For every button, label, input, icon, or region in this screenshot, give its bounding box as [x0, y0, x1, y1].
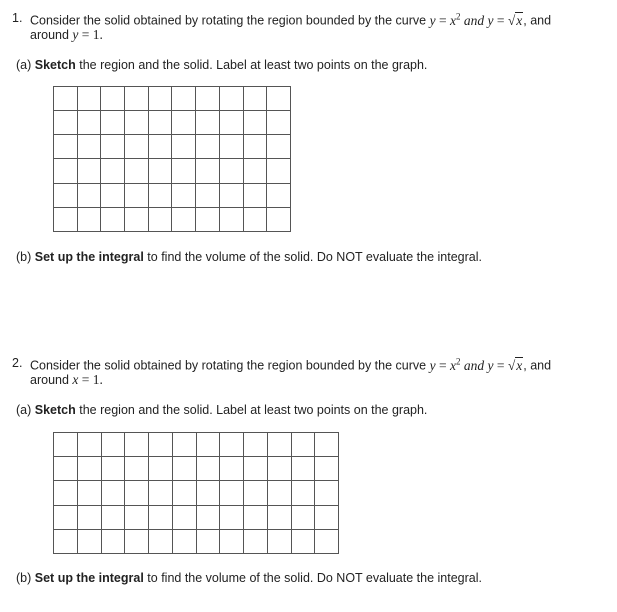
problem-1-equation: $y = x^2$ and y = √x — [429, 11, 523, 28]
grid-cell[interactable] — [149, 433, 173, 457]
grid-cell[interactable] — [148, 159, 172, 183]
problem-2-number: 2. — [12, 356, 23, 370]
grid-cell[interactable] — [291, 529, 315, 553]
grid-cell[interactable] — [244, 481, 268, 505]
grid-cell[interactable] — [196, 505, 220, 529]
grid-cell[interactable] — [101, 159, 125, 183]
grid-cell[interactable] — [219, 183, 243, 207]
grid-cell[interactable] — [267, 433, 291, 457]
grid-cell[interactable] — [149, 457, 173, 481]
problem-2-part-a: (a) Sketch the region and the solid. Label at least two points on the graph. — [16, 403, 428, 417]
grid-cell[interactable] — [315, 433, 339, 457]
grid-cell[interactable] — [125, 433, 149, 457]
problem-2-tail: , and — [523, 358, 552, 373]
grid-cell[interactable] — [219, 207, 243, 231]
grid-cell[interactable] — [196, 87, 220, 111]
grid-cell[interactable] — [54, 183, 78, 207]
grid-cell[interactable] — [315, 529, 339, 553]
grid-cell[interactable] — [267, 505, 291, 529]
grid-row — [54, 111, 291, 135]
grid-cell[interactable] — [220, 505, 244, 529]
grid-cell[interactable] — [77, 135, 101, 159]
grid-cell[interactable] — [54, 457, 78, 481]
grid-cell[interactable] — [267, 159, 291, 183]
grid-cell[interactable] — [219, 159, 243, 183]
grid-cell[interactable] — [54, 135, 78, 159]
grid-cell[interactable] — [172, 183, 196, 207]
grid-cell[interactable] — [148, 111, 172, 135]
grid-cell[interactable] — [244, 433, 268, 457]
grid-cell[interactable] — [172, 505, 196, 529]
grid-cell[interactable] — [54, 87, 78, 111]
grid-cell[interactable] — [54, 111, 78, 135]
grid-cell[interactable] — [243, 207, 267, 231]
grid-cell[interactable] — [196, 159, 220, 183]
grid-cell[interactable] — [219, 135, 243, 159]
grid-row — [54, 529, 339, 553]
grid-cell[interactable] — [315, 481, 339, 505]
grid-row — [54, 87, 291, 111]
grid-cell[interactable] — [220, 457, 244, 481]
grid-cell[interactable] — [101, 207, 125, 231]
grid-cell[interactable] — [219, 111, 243, 135]
grid-cell[interactable] — [172, 457, 196, 481]
grid-cell[interactable] — [267, 135, 291, 159]
grid-cell[interactable] — [196, 433, 220, 457]
grid-cell[interactable] — [267, 457, 291, 481]
grid-cell[interactable] — [172, 135, 196, 159]
sketch-grid-1[interactable] — [53, 86, 291, 232]
grid-cell[interactable] — [196, 183, 220, 207]
grid-cell[interactable] — [243, 183, 267, 207]
grid-cell[interactable] — [243, 135, 267, 159]
grid-cell[interactable] — [125, 207, 149, 231]
grid-cell[interactable] — [54, 481, 78, 505]
grid-cell[interactable] — [148, 207, 172, 231]
grid-cell[interactable] — [172, 111, 196, 135]
problem-2-part-b: (b) Set up the integral to find the volume of the solid. Do NOT evaluate the integral. — [16, 571, 482, 585]
grid-cell[interactable] — [77, 207, 101, 231]
grid-cell[interactable] — [125, 481, 149, 505]
problem-2-equation: $y = x^2$ and y = √x — [429, 356, 523, 373]
grid-cell[interactable] — [125, 159, 149, 183]
grid-cell[interactable] — [125, 111, 149, 135]
grid-cell[interactable] — [101, 135, 125, 159]
grid-cell[interactable] — [172, 481, 196, 505]
grid-cell[interactable] — [125, 183, 149, 207]
grid-cell[interactable] — [149, 481, 173, 505]
grid-cell[interactable] — [77, 111, 101, 135]
grid-cell[interactable] — [267, 207, 291, 231]
grid-cell[interactable] — [77, 529, 101, 553]
grid-row — [54, 159, 291, 183]
grid-cell[interactable] — [101, 505, 125, 529]
grid-cell[interactable] — [267, 87, 291, 111]
grid-cell[interactable] — [267, 481, 291, 505]
grid-cell[interactable] — [54, 505, 78, 529]
grid-cell[interactable] — [125, 87, 149, 111]
grid-cell[interactable] — [291, 505, 315, 529]
grid-cell[interactable] — [315, 457, 339, 481]
grid-cell[interactable] — [291, 433, 315, 457]
grid-row — [54, 505, 339, 529]
grid-cell[interactable] — [220, 433, 244, 457]
grid-cell[interactable] — [54, 433, 78, 457]
grid-cell[interactable] — [77, 457, 101, 481]
problem-1-tail: , and — [523, 13, 552, 28]
grid-cell[interactable] — [101, 183, 125, 207]
problem-1-intro: Consider the solid obtained by rotating the region bounded by the curve — [30, 13, 427, 28]
grid-cell[interactable] — [125, 457, 149, 481]
grid-row — [54, 481, 339, 505]
grid-cell[interactable] — [196, 529, 220, 553]
grid-cell[interactable] — [196, 135, 220, 159]
grid-cell[interactable] — [291, 457, 315, 481]
grid-cell[interactable] — [244, 505, 268, 529]
grid-cell[interactable] — [101, 481, 125, 505]
grid-cell[interactable] — [54, 207, 78, 231]
grid-cell[interactable] — [291, 481, 315, 505]
grid-cell[interactable] — [101, 529, 125, 553]
grid-cell[interactable] — [125, 529, 149, 553]
grid-cell[interactable] — [172, 87, 196, 111]
problem-1-axis-line: around y = 1. — [30, 27, 103, 42]
grid-cell[interactable] — [267, 529, 291, 553]
grid-cell[interactable] — [77, 481, 101, 505]
grid-cell[interactable] — [101, 111, 125, 135]
problem-2-around-label: around — [30, 373, 69, 387]
grid-cell[interactable] — [148, 87, 172, 111]
grid-cell[interactable] — [243, 159, 267, 183]
grid-cell[interactable] — [54, 529, 78, 553]
grid-cell[interactable] — [148, 135, 172, 159]
grid-cell[interactable] — [196, 111, 220, 135]
problem-2-axis-line: around x = 1. — [30, 372, 103, 387]
grid-cell[interactable] — [101, 87, 125, 111]
grid-cell[interactable] — [267, 111, 291, 135]
grid-cell[interactable] — [172, 529, 196, 553]
grid-cell[interactable] — [220, 481, 244, 505]
grid-row — [54, 207, 291, 231]
grid-row — [54, 433, 339, 457]
sketch-grid-2[interactable] — [53, 432, 339, 554]
grid-row — [54, 183, 291, 207]
grid-cell[interactable] — [244, 457, 268, 481]
grid-cell[interactable] — [77, 505, 101, 529]
grid-row — [54, 457, 339, 481]
grid-cell[interactable] — [267, 183, 291, 207]
grid-cell[interactable] — [101, 433, 125, 457]
grid-cell[interactable] — [125, 135, 149, 159]
problem-2-intro: Consider the solid obtained by rotating the region bounded by the curve — [30, 358, 427, 373]
grid-cell[interactable] — [77, 87, 101, 111]
grid-cell[interactable] — [244, 529, 268, 553]
problem-1-around-label: around — [30, 28, 69, 42]
problem-2-statement — [30, 356, 551, 374]
grid-cell[interactable] — [125, 505, 149, 529]
grid-cell[interactable] — [148, 183, 172, 207]
grid-cell[interactable] — [243, 111, 267, 135]
problem-1-part-b: (b) Set up the integral to find the volume of the solid. Do NOT evaluate the integral. — [16, 250, 482, 264]
problem-1-part-a: (a) Sketch the region and the solid. Label at least two points on the graph. — [16, 58, 428, 72]
grid-cell[interactable] — [196, 207, 220, 231]
grid-cell[interactable] — [77, 159, 101, 183]
grid-cell[interactable] — [172, 207, 196, 231]
grid-cell[interactable] — [196, 457, 220, 481]
grid-cell[interactable] — [149, 529, 173, 553]
grid-cell[interactable] — [220, 529, 244, 553]
grid-cell[interactable] — [219, 87, 243, 111]
grid-cell[interactable] — [54, 159, 78, 183]
grid-cell[interactable] — [243, 87, 267, 111]
grid-cell[interactable] — [172, 433, 196, 457]
grid-cell[interactable] — [196, 481, 220, 505]
grid-cell[interactable] — [101, 457, 125, 481]
grid-cell[interactable] — [172, 159, 196, 183]
problem-1-number: 1. — [12, 11, 23, 25]
grid-row — [54, 135, 291, 159]
grid-cell[interactable] — [77, 183, 101, 207]
grid-cell[interactable] — [315, 505, 339, 529]
grid-cell[interactable] — [149, 505, 173, 529]
problem-1-statement — [30, 11, 551, 29]
grid-cell[interactable] — [77, 433, 101, 457]
